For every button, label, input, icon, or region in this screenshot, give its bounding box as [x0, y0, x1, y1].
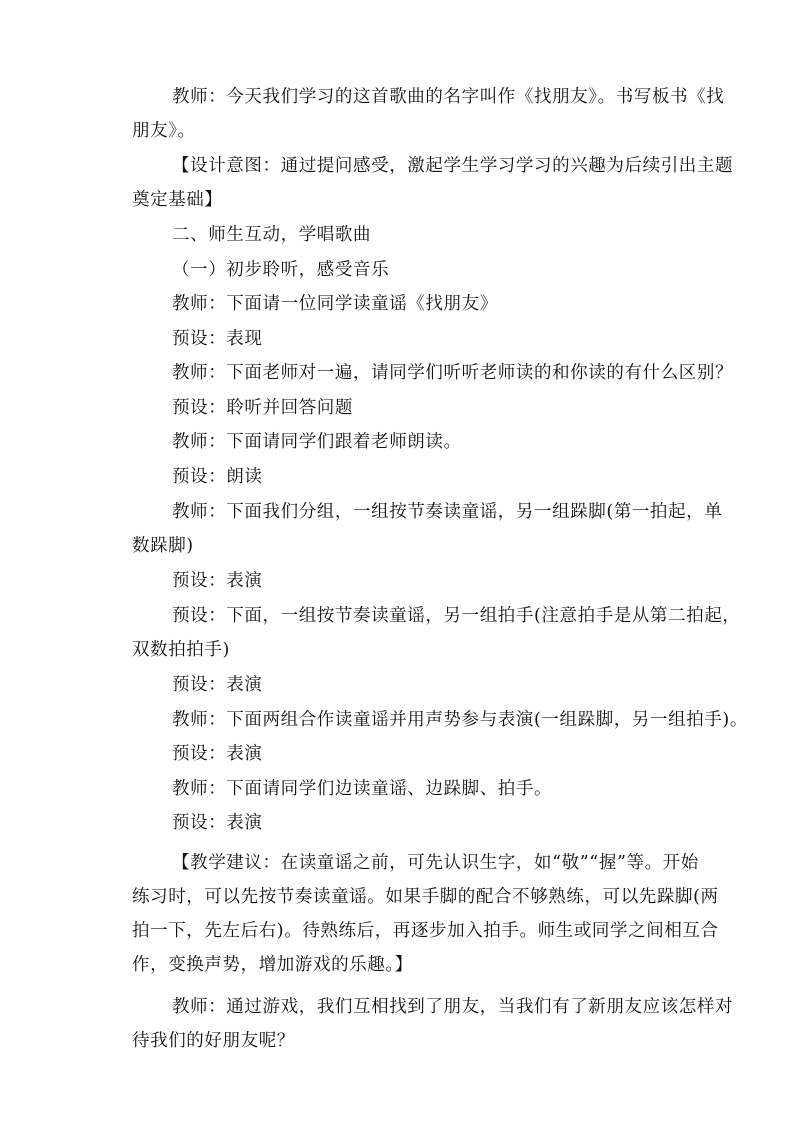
paragraph-teaching-suggestion	[92, 846, 717, 982]
text-line: 【教学建议：在读童谣之前，可先认识生字，如“敬”“握”等。开始	[172, 853, 699, 873]
paragraph-teacher-all	[92, 772, 717, 806]
text-line: 预设：表演	[172, 675, 263, 695]
text-line: 教师：下面请同学们边读童谣、边跺脚、拍手。	[172, 779, 553, 799]
subsection-heading-1	[92, 253, 717, 287]
paragraph-preset-clap	[92, 599, 741, 667]
paragraph-teacher-song-name	[92, 80, 725, 148]
paragraph-teacher-cooperate	[92, 703, 748, 737]
text-line: 拍一下，先左后右)。待熟练后，再逐步加入拍手。师生或同学之间相互合	[132, 921, 719, 941]
text-line: 双数拍拍手)	[132, 640, 230, 660]
text-line: 教师：下面两组合作读童谣并用声势参与表演(一组跺脚，另一组拍手)。	[172, 710, 748, 730]
text-line: 朋友》。	[132, 121, 196, 141]
text-line: 教师：下面请一位同学读童谣《找朋友》	[172, 294, 498, 314]
paragraph-preset-read-aloud	[92, 460, 717, 494]
paragraph-preset-listen	[92, 391, 717, 425]
paragraph-design-intent	[92, 149, 734, 217]
paragraph-preset-act-1	[92, 564, 717, 598]
text-line: 待我们的好朋友呢？	[132, 1031, 295, 1051]
paragraph-preset-perform	[92, 322, 717, 356]
paragraph-teacher-groups	[92, 495, 723, 563]
text-line: 预设：表演	[172, 813, 263, 833]
text-line: 预设：表演	[172, 571, 263, 591]
text-line: 奠定基础】	[132, 190, 223, 210]
paragraph-preset-act-3	[92, 737, 717, 771]
paragraph-teacher-read	[92, 287, 717, 321]
section-heading-2	[92, 218, 717, 252]
text-line: 教师：下面请同学们跟着老师朗读。	[172, 432, 462, 452]
paragraph-teacher-new-friends	[92, 990, 734, 1058]
paragraph-preset-act-4	[92, 806, 717, 840]
text-line: （一）初步聆听，感受音乐	[172, 260, 390, 280]
paragraph-teacher-compare	[92, 356, 734, 390]
text-line: 预设：聆听并回答问题	[172, 398, 353, 418]
text-line: 预设：表演	[172, 744, 263, 764]
paragraph-teacher-follow	[92, 425, 717, 459]
paragraph-preset-act-2	[92, 668, 717, 702]
text-line: 练习时，可以先按节奏读童谣。如果手脚的配合不够熟练，可以先跺脚(两	[132, 887, 719, 907]
text-line: 预设：表现	[172, 329, 263, 349]
text-line: 教师：今天我们学习的这首歌曲的名字叫作《找朋友》。书写板书《找	[172, 87, 725, 107]
text-line: 教师：通过游戏，我们互相找到了朋友，当我们有了新朋友应该怎样对	[172, 997, 734, 1017]
text-line: 数跺脚)	[132, 536, 194, 556]
text-line: 教师：下面我们分组，一组按节奏读童谣，另一组跺脚(第一拍起，单	[172, 502, 723, 522]
text-line: 预设：朗读	[172, 467, 263, 487]
text-line: 作，变换声势，增加游戏的乐趣。】	[132, 955, 413, 975]
text-line: 【设计意图：通过提问感受，激起学生学习学习的兴趣为后续引出主题	[172, 156, 734, 176]
text-line: 二、师生互动，学唱歌曲	[172, 225, 372, 245]
text-line: 教师：下面老师对一遍，请同学们听听老师读的和你读的有什么区别？	[172, 363, 734, 383]
text-line: 预设：下面，一组按节奏读童谣，另一组拍手(注意拍手是从第二拍起，	[172, 606, 741, 626]
